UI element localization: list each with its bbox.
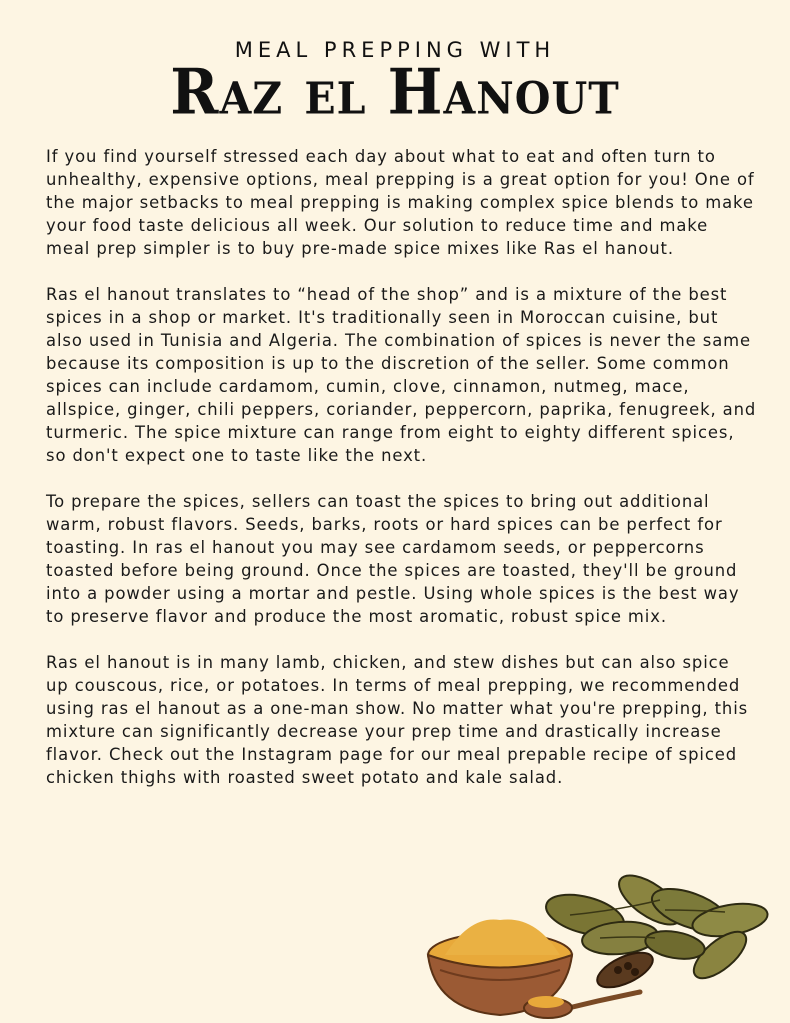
paragraph-definition: Ras el hanout translates to “head of the shop” and is a mixture of the best spices in a shop or market. It's traditionally seen in Moroccan cuisine, but also used in Tunisia and Algeria. The combination of spices is never the same because its composition is up to the discretion of the seller. Some common spices can include cardamom, cumin, clove, cinnamon, nutmeg, mace, allspice, ginger, chili peppers, coriander, peppercorn, paprika, fenugreek, and turmeric. The spice mixture can range from eight to eighty different spices, so don't expect one to taste like the next.: [46, 285, 757, 465]
paragraph-usage: Ras el hanout is in many lamb, chicken, and stew dishes but can also spice up couscous, rice, or potatoes. In terms of meal prepping, we recommended using ras el hanout as a one-man show. No matter what you're prepping, this mixture can significantly decrease your prep time and drastically increase flavor. Check out the Instagram page for our meal prepable recipe of spiced chicken thighs with roasted sweet potato and kale salad.: [46, 653, 749, 787]
cardamom-pods-icon: [542, 866, 770, 994]
spice-illustration: [420, 860, 790, 1023]
page-title: Raz el Hanout: [170, 55, 620, 129]
article-body: [46, 145, 758, 812]
paragraph-preparation: To prepare the spices, sellers can toast the spices to bring out additional warm, robust flavors. Seeds, barks, roots or hard spices can be perfect for toasting. In ras el hanout you may see cardamom seeds, or peppercorns toasted before being ground. Once the spices are toasted, they'll be ground into a powder using a mortar and pestle. Using whole spices is the best way to preserve flavor and produce the most aromatic, robust spice mix.: [46, 492, 740, 626]
paragraph-intro: If you find yourself stressed each day about what to eat and often turn to unhealthy, expensive options, meal prepping is a great option for you! One of the major setbacks to meal prepping is making complex spice blends to make your food taste delicious all week. Our solution to reduce time and make meal prep simpler is to buy pre-made spice mixes like Ras el hanout.: [46, 147, 755, 258]
supertitle: MEAL PREPPING WITH: [234, 38, 556, 62]
